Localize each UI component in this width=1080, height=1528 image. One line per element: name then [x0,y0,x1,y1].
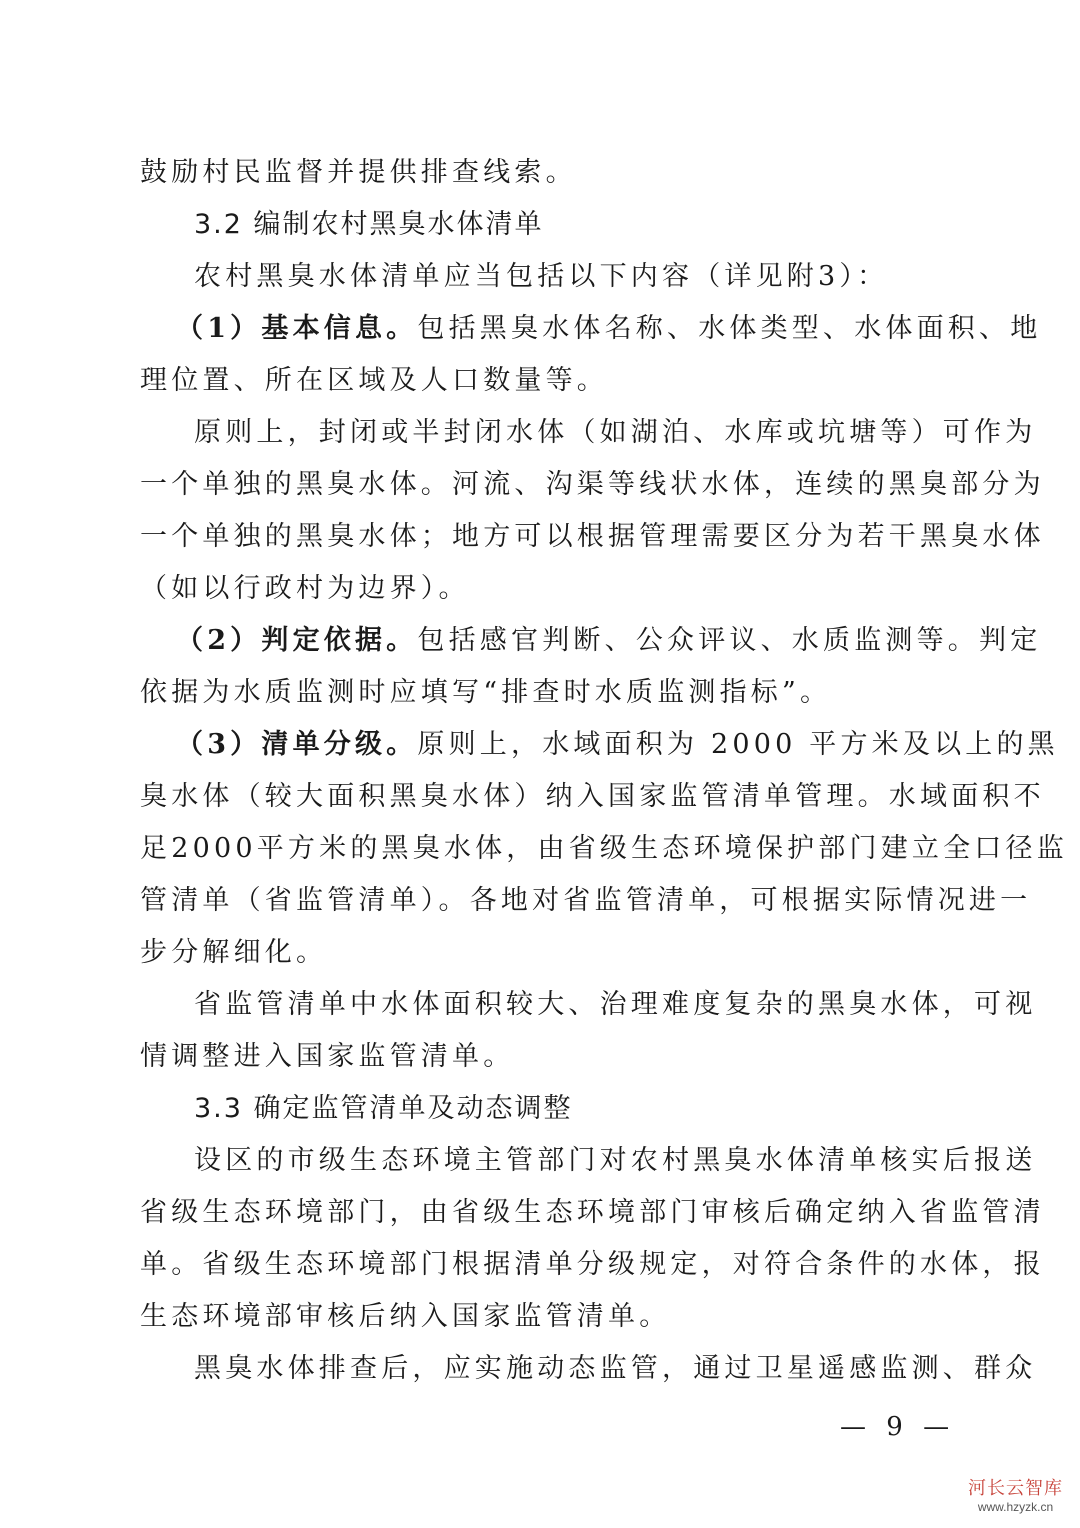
paragraph-line: 鼓励村民监督并提供排查线索。 [140,157,577,188]
list-item-list-grading [176,728,1059,762]
list-item-basic-info [176,312,1041,346]
list-item-judgement-basis [176,624,1041,658]
paragraph-line: 原则上，封闭或半封闭水体（如湖泊、水库或坑塘等）可作为 [194,417,1037,448]
paragraph-line: 黑臭水体排查后，应实施动态监管，通过卫星遥感监测、群众 [194,1353,1037,1384]
list-item-text: 包括黑臭水体名称、水体类型、水体面积、地 [417,313,1042,344]
paragraph-line: 管清单（省监管清单）。各地对省监管清单，可根据实际情况进一 [140,885,1032,916]
paragraph-line: 单。省级生态环境部门根据清单分级规定，对符合条件的水体，报 [140,1249,1045,1280]
paragraph-line: 生态环境部审核后纳入国家监管清单。 [140,1301,671,1332]
paragraph-line: 依据为水质监测时应填写“排查时水质监测指标”。 [140,677,832,708]
section-heading-3-2: 3.2 编制农村黑臭水体清单 [194,209,544,240]
watermark-url: www.hzyzk.cn [977,1500,1054,1514]
paragraph-line: 一个单独的黑臭水体。河流、沟渠等线状水体，连续的黑臭部分为 [140,469,1045,500]
paragraph-line: 足2000平方米的黑臭水体，由省级生态环境保护部门建立全口径监 [140,833,1068,864]
watermark-logo [968,1478,1063,1514]
list-item-text: 包括感官判断、公众评议、水质监测等。判定 [417,625,1042,656]
list-item-label: （2）判定依据。 [176,625,418,656]
paragraph-line: 一个单独的黑臭水体；地方可以根据管理需要区分为若干黑臭水体 [140,521,1045,552]
watermark-title: 河长云智库 [968,1478,1063,1499]
list-item-label: （3）清单分级。 [176,729,418,760]
paragraph-line: 臭水体（较大面积黑臭水体）纳入国家监管清单管理。水域面积不 [140,781,1045,812]
paragraph-line: 步分解细化。 [140,937,328,968]
list-item-text: 原则上，水域面积为 2000 平方米及以上的黑 [417,729,1059,760]
paragraph-line: 情调整进入国家监管清单。 [140,1041,515,1072]
paragraph-line: （如以行政村为边界）。 [140,573,470,604]
paragraph-line: 省监管清单中水体面积较大、治理难度复杂的黑臭水体，可视 [194,989,1037,1020]
paragraph-line: 设区的市级生态环境主管部门对农村黑臭水体清单核实后报送 [194,1145,1037,1176]
page-number: — 9 — [840,1412,956,1442]
paragraph-line: 农村黑臭水体清单应当包括以下内容（详见附3）： [194,261,889,292]
paragraph-line: 省级生态环境部门，由省级生态环境部门审核后确定纳入省监管清 [140,1197,1045,1228]
list-item-label: （1）基本信息。 [176,313,418,344]
paragraph-line: 理位置、所在区域及人口数量等。 [140,365,608,396]
section-heading-3-3: 3.3 确定监管清单及动态调整 [194,1093,573,1124]
